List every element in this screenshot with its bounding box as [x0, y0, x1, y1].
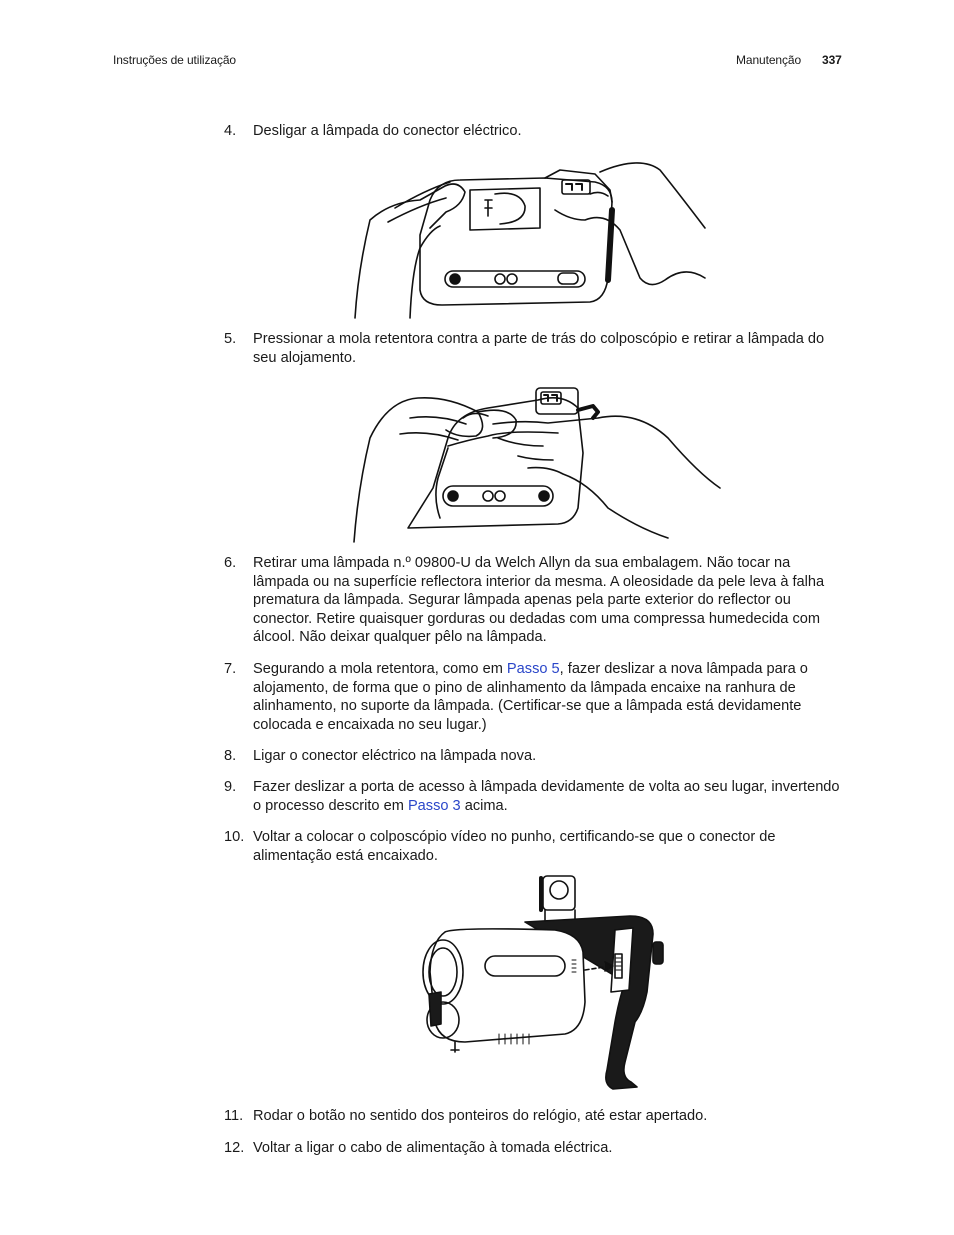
step-text: Ligar o conector eléctrico na lâmpada nova.	[253, 748, 537, 764]
step-4	[224, 122, 844, 141]
step-text	[253, 778, 844, 815]
running-header-title: Instruções de utilização	[113, 53, 237, 67]
step-6	[224, 554, 844, 647]
step-7	[224, 660, 844, 734]
step-text-start: Fazer deslizar a porta de acesso à lâmpada devidamente de volta ao seu lugar, invertendo o processo descrito em	[253, 779, 840, 814]
step-number: 7.	[224, 661, 237, 677]
step-number: 6.	[224, 555, 237, 571]
step-10	[224, 828, 844, 865]
page-number: 337	[822, 53, 842, 67]
step-12	[224, 1139, 844, 1158]
step-text: Voltar a colocar o colposcópio vídeo no punho, certificando-se que o conector de alimentação está encaixado.	[253, 829, 776, 864]
link-passo-3[interactable]: Passo 3	[407, 797, 461, 814]
step-number: 12.	[224, 1140, 245, 1156]
step-text-end: acima.	[460, 797, 508, 814]
step-number: 9.	[224, 779, 237, 795]
step-text: Desligar a lâmpada do conector eléctrico.	[253, 123, 522, 139]
step-number: 4.	[224, 123, 237, 139]
step-11	[224, 1107, 844, 1126]
step-number: 11.	[224, 1108, 244, 1124]
step-text-end: , fazer deslizar a nova lâmpada para o alojamento, de forma que o pino de alinhamento da lâmpada encaixe na ranhura de alinhamento, no suporte da lâmpada. (Certificar-se que a lâmpada está devidamente colocada e encaixada no seu lugar.)	[253, 661, 808, 733]
step-text: Retirar uma lâmpada n.º 09800-U da Welch Allyn da sua embalagem. Não tocar na lâmpada ou na superfície reflectora interior da mesma. A oleosidade da pele leva à falha prematura da lâmpada. Segurar lâmpada apenas pela parte exterior do reflector ou conector. Retire quaisquer gorduras ou dedadas com uma compressa humedecida com álcool. Não deixar qualquer pêlo na lâmpada.	[253, 555, 825, 645]
figure-reattach-colposcope	[415, 872, 675, 1094]
step-text: Pressionar a mola retentora contra a parte de trás do colposcópio e retirar a lâmpada do seu alojamento.	[253, 331, 825, 366]
step-number: 8.	[224, 748, 237, 764]
step-text	[253, 660, 844, 734]
running-header-section: Manutenção	[736, 53, 802, 67]
step-8	[224, 747, 844, 766]
step-5	[224, 330, 844, 367]
step-number: 10.	[224, 829, 245, 845]
figure-disconnect-lamp	[350, 150, 710, 322]
step-text: Voltar a ligar o cabo de alimentação à tomada eléctrica.	[253, 1140, 613, 1156]
link-passo-5[interactable]: Passo 5	[506, 661, 560, 677]
step-text: Rodar o botão no sentido dos ponteiros do relógio, até estar apertado.	[253, 1108, 708, 1124]
step-9	[224, 778, 844, 815]
step-text-start: Segurando a mola retentora, como em	[253, 661, 507, 677]
figure-remove-lamp	[348, 378, 728, 546]
step-number: 5.	[224, 331, 237, 347]
